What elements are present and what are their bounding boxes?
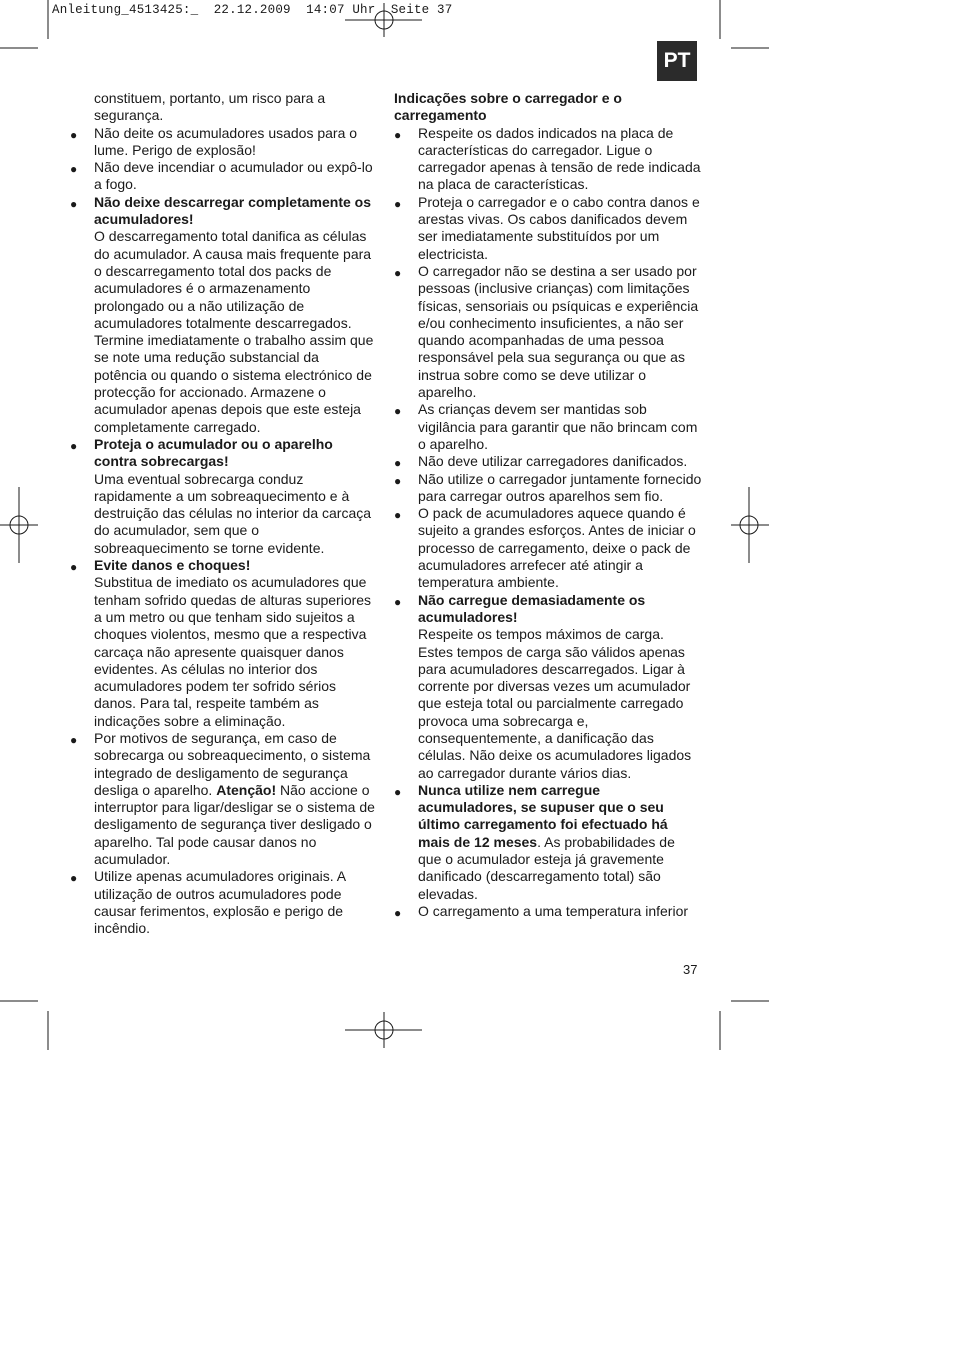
item-heading: Evite danos e choques!	[94, 557, 251, 574]
item-heading: Não carregue demasiadamente os acumuladores!	[418, 591, 646, 625]
intro-text: constituem, portanto, um risco para a segurança.	[94, 90, 326, 124]
list-item: ● Proteja o carregador e o cabo contra danos e arestas vivas. Os cabos danificados devem ser imediatamente substituídos por um electricista.	[394, 193, 700, 262]
bullet-icon: ●	[394, 196, 402, 211]
list-item	[394, 782, 702, 903]
list-item: ● O pack de acumuladores aquece quando é sujeito a grandes esforços. Antes de iniciar o processo de carregamento, deixe o pack de acumuladores arrefecer até atingir a temperatura ambiente.	[394, 505, 696, 591]
item-body: Respeite os tempos máximos de carga. Estes tempos de carga são válidos apenas para acumuladores descarregados. Ligar à corrente por diversas vezes um acumulador que esteja total ou parcialmente carregado provoca uma sobrecarga e, consequentemente, a danificação das células. Não deixe os acumuladores ligados ao carregador durante vários dias.	[418, 626, 692, 781]
language-badge: PT	[657, 41, 697, 81]
list-item	[70, 436, 375, 557]
list-item	[70, 557, 375, 730]
bullet-icon: ●	[70, 438, 78, 453]
bullet-icon: ●	[70, 162, 78, 177]
bullet-icon: ●	[394, 784, 402, 799]
item-heading: Proteja o acumulador ou o aparelho contra sobrecargas!	[94, 435, 333, 470]
bullet-icon: ●	[394, 508, 402, 523]
bullet-icon: ●	[394, 404, 402, 419]
section-heading: Indicações sobre o carregador e o carregamento	[394, 90, 622, 124]
bullet-icon: ●	[70, 560, 78, 575]
list-item: ● Não deite os acumuladores usados para o lume. Perigo de explosão!	[70, 124, 358, 158]
bullet-icon: ●	[394, 456, 402, 471]
list-item: ● Respeite os dados indicados na placa de características do carregador. Ligue o carregador apenas à tensão de rede indicada na placa de características.	[394, 124, 701, 193]
bullet-icon: ●	[70, 196, 78, 211]
bullet-icon: ●	[394, 594, 402, 609]
left-column	[70, 90, 375, 938]
list-item	[70, 730, 375, 868]
page-number: 37	[683, 962, 698, 977]
bullet-icon: ●	[394, 473, 402, 488]
print-slug-header: Anleitung_4513425:_ 22.12.2009 14:07 Uhr Seite 37	[52, 3, 453, 17]
item-heading: Não deixe descarregar completamente os acumuladores!	[94, 193, 372, 228]
item-body: Uma eventual sobrecarga conduz rapidamente a um sobreaquecimento e à destruição das células no interior da carcaça do acumulador, sem que o sobreaquecimento se torne evidente.	[94, 470, 372, 556]
list-item: ● Utilize apenas acumuladores originais. A utilização de outros acumuladores pode causar ferimentos, explosão e perigo de incêndio.	[70, 868, 346, 937]
list-item: ● O carregamento a uma temperatura inferior	[394, 902, 689, 920]
item-body: Substitua de imediato os acumuladores que tenham sofrido quedas de alturas superiores a um metro ou que tenham sido sujeitos a choques violentos, mesmo que a respectiva carcaça não apresente quaisquer danos evidentes. As células no interior dos acumuladores podem ter sofrido sérios danos. Para tal, respeite também as indicações sobre a eliminação.	[94, 574, 372, 729]
bullet-icon: ●	[394, 127, 402, 142]
right-column	[394, 90, 702, 920]
bullet-icon: ●	[70, 732, 78, 747]
list-item	[394, 592, 702, 782]
item-body: . As probabilidades de que o acumulador esteja já gravemente danificado (descarregamento total) são elevadas.	[418, 833, 675, 902]
list-item: ● Não deve incendiar o acumulador ou expô-lo a fogo.	[70, 159, 373, 193]
list-item: ● O carregador não se destina a ser usado por pessoas (inclusive crianças) com limitações físicas, sensoriais ou psíquicas e experiência e/ou conhecimento insuficientes, a não ser quando acompanhadas de uma pessoa responsável pela sua segurança ou que as instrua sobre como se deve utilizar o aparelho.	[394, 262, 699, 401]
item-heading: Nunca utilize nem carregue acumuladores, se supuser que o seu último carregamento foi efectuado há mais de 12 meses	[418, 781, 668, 850]
item-body: Por motivos de segurança, em caso de sobrecarga ou sobreaquecimento, o sistema integrado de desligamento de segurança desliga o aparelho.	[94, 729, 371, 798]
bullet-icon: ●	[394, 265, 402, 280]
bullet-icon: ●	[394, 905, 402, 920]
bullet-icon: ●	[70, 127, 78, 142]
item-warning: Atenção!	[216, 781, 277, 798]
list-item: ● As crianças devem ser mantidas sob vigilância para garantir que não brincam com o aparelho.	[394, 401, 698, 452]
item-body: O descarregamento total danifica as células do acumulador. A causa mais frequente para o descarregamento total dos packs de acumuladores é o armazenamento prolongado ou a não utilização de acumuladores totalmente descarregados. Termine imediatamente o trabalho assim que se note uma redução substancial da potência ou quando o sistema electrónico de protecção for accionado. Armazene o acumulador apenas depois que este esteja completamente carregado.	[94, 228, 374, 435]
list-item: ● Não deve utilizar carregadores danificados.	[394, 453, 688, 471]
list-item: ● Não utilize o carregador juntamente fornecido para carregar outros aparelhos sem fio.	[394, 470, 702, 504]
item-body-after: Não accione o interruptor para ligar/desligar se o sistema de desligamento de segurança tiver desligado o aparelho. Tal pode causar danos no acumulador.	[94, 781, 375, 868]
list-item	[70, 194, 375, 436]
bullet-icon: ●	[70, 871, 78, 886]
